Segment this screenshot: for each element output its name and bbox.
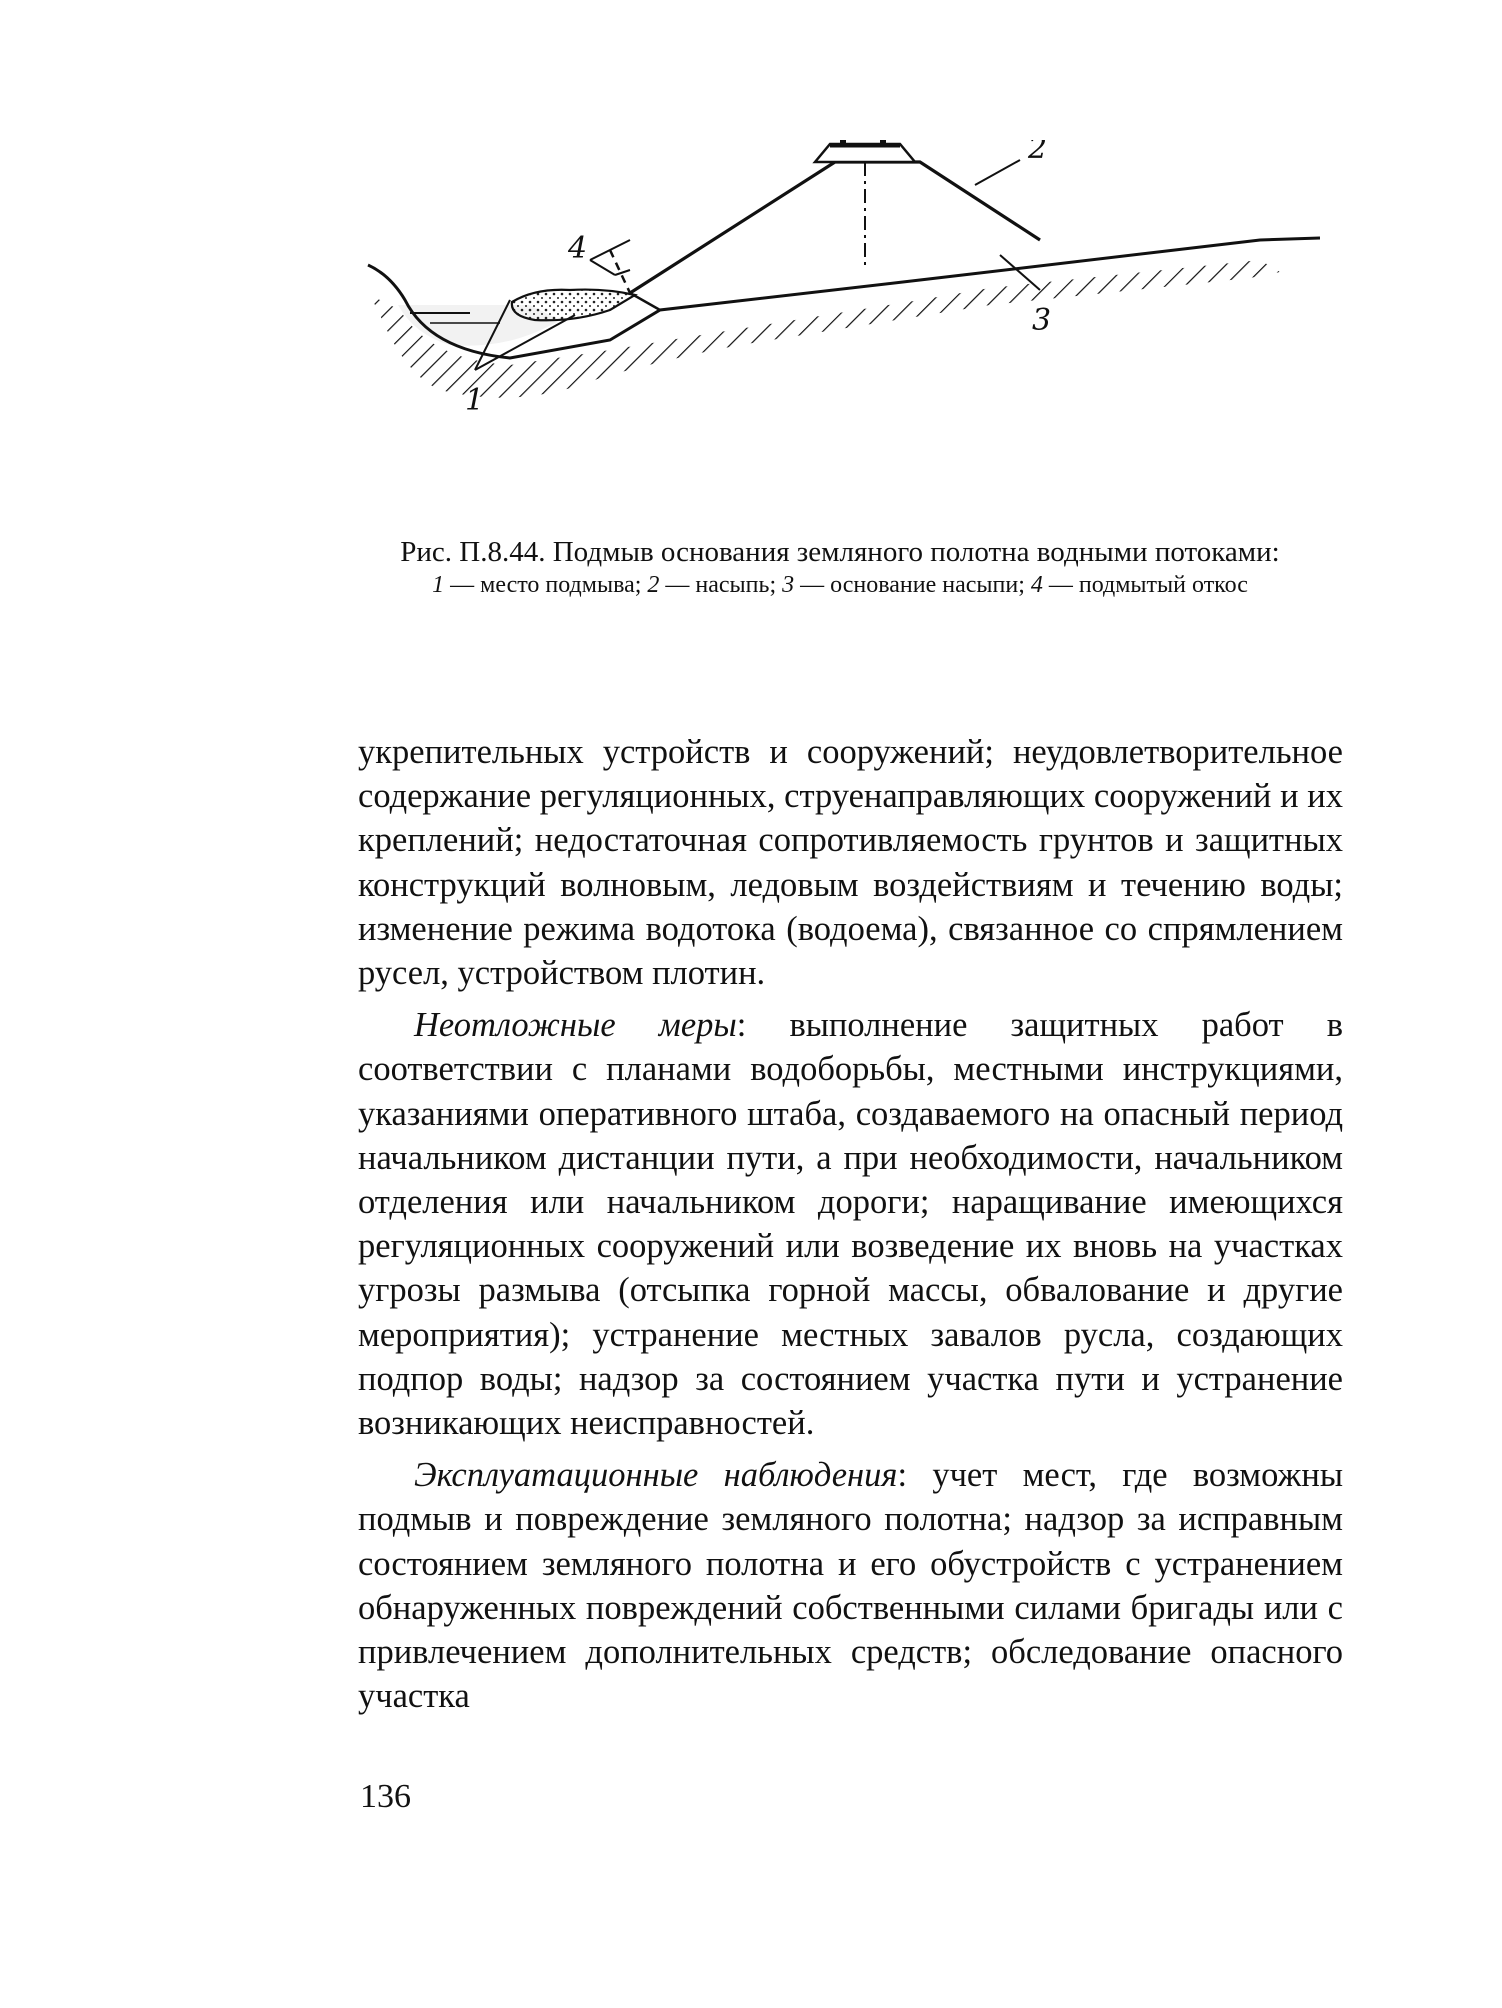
- embankment-figure: [360, 140, 1320, 510]
- leader-4b: [590, 260, 615, 275]
- leader-3: [1000, 255, 1040, 290]
- paragraph-3-lead: Эксплуатационные наблюдения: [414, 1456, 898, 1495]
- legend-text-2: — насыпь;: [659, 572, 783, 598]
- legend-text-4: — подмытый откос: [1042, 572, 1248, 598]
- figure-label-4: 4: [568, 231, 588, 266]
- figure-label-3: 3: [1032, 303, 1052, 338]
- paragraph-2: [358, 1003, 1343, 1445]
- paragraph-3-text: : учет мест, где возможны подмыв и повреждение земляного полотна; надзор за исправным состоянием земляного полотна и его обустройств с устранением обнаруженных повреждений собственными силами бригады или с привлечением дополнительных средств; обследование опасного участка: [358, 1456, 1344, 1716]
- legend-text-1: — место подмыва;: [444, 572, 648, 598]
- legend-num-4: 4: [1030, 572, 1043, 598]
- legend-num-3: 3: [782, 572, 795, 598]
- leader-4a: [590, 240, 630, 260]
- caption-legend: [350, 571, 1330, 600]
- page-number: 136: [360, 1778, 411, 1815]
- legend-num-2: 2: [647, 572, 660, 598]
- figure-caption: [350, 535, 1330, 600]
- leader-2: [975, 160, 1020, 185]
- paragraph-1: укрепительных устройств и сооружений; неудовлетворительное содержание регуляционных, струенаправляющих сооружений и их креплений; недостаточная сопротивляемость грунтов и защитных конструкций волновым, ледовым воздействиям и течению воды; изменение режима водотока (водоема), связанное со спрямлением русел, устройством плотин.: [358, 733, 1343, 993]
- body-text: [358, 730, 1343, 1718]
- embankment-diagram: [360, 140, 1320, 510]
- figure-label-2: 2: [1028, 140, 1048, 166]
- paragraph-2-lead: Неотложные меры: [414, 1006, 737, 1045]
- eroded-slope: [630, 293, 660, 310]
- leader-4c: [615, 270, 630, 275]
- figure-label-1: 1: [465, 383, 485, 418]
- paragraph-3: [358, 1453, 1343, 1718]
- legend-text-3: — основание насыпи;: [794, 572, 1031, 598]
- legend-num-1: 1: [432, 572, 445, 598]
- paragraph-2-text: : выполнение защитных работ в соответствии с планами водоборьбы, местными инструкциями, указаниями оперативного штаба, создаваемого на опасный период начальником дистанции пути, а при необходимости, начальником отделения или начальником дороги; наращивание имеющихся регуляционных сооружений или возведение их вновь на участках угрозы размыва (отсыпка горной массы, обвалование и другие мероприятия); устранение местных завалов русла, создающих подпор воды; надзор за состоянием участка пути и устранение возникающих неисправностей.: [358, 1006, 1343, 1443]
- caption-title: Рис. П.8.44. Подмыв основания земляного полотна водными потоками:: [400, 536, 1280, 568]
